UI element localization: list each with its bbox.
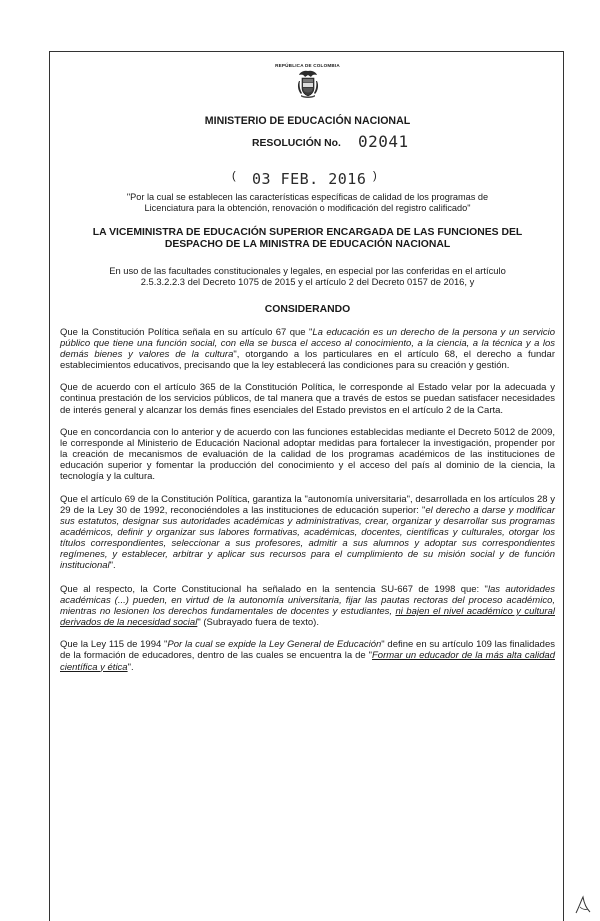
coat-of-arms-icon (295, 69, 321, 99)
document-body (60, 52, 555, 673)
faculties-line: 2.5.3.2.2.3 del Decreto 1075 de 2015 y el artículo 2 del Decreto 0157 de 2016, y (140, 276, 475, 288)
resolution-subtitle (60, 192, 555, 214)
handwritten-initial-mark (574, 895, 592, 915)
paragraph-decreto-5012: Que en concordancia con lo anterior y de acuerdo con las funciones establecidas mediante el Decreto 5012 de 2009, le corresponde al Ministerio de Educación Nacional adoptar medidas para fortalecer la investigación, propender por la creación de mecanismos de evaluación de la calidad de los programas académicos de las instituciones de educación superior y fomentar la producción del conocimiento y el acceso del país al dominio de la ciencia, la tecnología y la cultura. (60, 426, 555, 483)
underlined-quote-run: Formar un educador de la más alta calidad científica y ética (60, 650, 555, 673)
quote-run: Por la cual se expide la Ley General de Educación (167, 639, 382, 651)
country-label: REPÚBLICA DE COLOMBIA (275, 63, 340, 68)
text-run: Que el artículo 69 de la Constitución Política, garantiza la "autonomía universitaria", desarrollada en los artículos 28 y 29 de la Ley 30 de 1992, reconociéndoles a las instituciones de educación superior: " (60, 493, 555, 516)
resolution-date: 03 FEB. 2016 (252, 170, 367, 188)
text-run: " (Subrayado fuera de texto). (197, 617, 319, 629)
paragraph-sentencia-su667 (60, 584, 555, 629)
quote-run: La educación es un derecho de la persona y un servicio público que tiene una función social, con ella se busca el acceso al conocimiento, a la ciencia, a la técnica y a los demás bienes y valores de la cultura (60, 326, 556, 360)
paragraph-constitution-art365: Que de acuerdo con el artículo 365 de la Constitución Política, le corresponde al Estado velar por la adecuada y continua prestación de los servicios públicos, de tal manera que a través de estos se puedan satisfacer necesidades de interés general y alcanzar los demás fines esenciales del Estado previstos en el artículo 2 de la Carta. (60, 382, 555, 416)
resolution-label: RESOLUCIÓN No. (252, 138, 341, 149)
subtitle-line: Licenciatura para la obtención, renovación o modificación del registro calificado" (144, 203, 471, 213)
faculties-line: En uso de las facultades constitucionales y legales, en especial por las conferidas en el artículo (109, 264, 506, 276)
text-run: ". (127, 661, 134, 673)
authority-line: DESPACHO DE LA MINISTRA DE EDUCACIÓN NACIONAL (164, 239, 451, 251)
resolution-row (60, 132, 555, 154)
underlined-quote-run: ni bajen el nivel académico y cultural derivados de la necesidad social (60, 605, 555, 629)
quote-run: el derecho a darse y modificar sus estatutos, designar sus autoridades académicas y administrativas, crear, organizar y desarrollar sus programas académicos, definir y organizar sus labores formativas, académicas, docentes, científicas y culturales, otorgar los títulos correspondientes, seleccionar a sus profesores, admitir a sus alumnos y adoptar sus correspondientes regímenes, y establecer, arbitrar y aplicar sus recursos para el cumplimiento de su misión social y de función institucional (60, 504, 555, 572)
text-run: Que la Ley 115 de 1994 " (60, 639, 168, 651)
date-row (60, 170, 555, 190)
text-run: ". (109, 560, 116, 572)
text-run: ", otorgando a los particulares en el artículo 68, el derecho a fundar establecimientos educativos, precisando que la ley establecerá las condiciones para su creación y gestión. (60, 348, 555, 372)
faculties-statement (60, 265, 555, 288)
date-paren-close: ) (373, 170, 377, 182)
subtitle-line: "Por la cual se establecen las características específicas de calidad de los programas de (126, 192, 489, 202)
text-run: " define en su artículo 109 las finalidades de la formación de educadores, dentro de las cuales se encuentra la de " (60, 639, 556, 662)
quote-run: las autoridades académicas (...) pueden, en virtud de la autonomía universitaria, fijar las pautas rectoras del proceso académico, mientras no lesionen los derechos fundamentales de docentes y estudiantes, (60, 583, 555, 617)
ministry-title: MINISTERIO DE EDUCACIÓN NACIONAL (204, 115, 411, 127)
paragraph-autonomia-universitaria (60, 494, 555, 572)
text-run: Que al respecto, la Corte Constitucional ha señalado en la sentencia SU-667 de 1998 que: " (60, 583, 488, 595)
paragraph-constitution-art67 (60, 327, 555, 372)
paragraph-ley-115 (60, 639, 555, 672)
page-border (49, 51, 564, 921)
resolution-number: 02041 (358, 132, 409, 151)
date-paren-open: ( (232, 170, 236, 182)
authority-line: LA VICEMINISTRA DE EDUCACIÓN SUPERIOR ENCARGADA DE LAS FUNCIONES DEL (92, 227, 523, 238)
authority-heading (60, 227, 555, 252)
text-run: Que la Constitución Política señala en su artículo 67 que " (60, 326, 313, 338)
considerando-heading: CONSIDERANDO (264, 303, 351, 315)
